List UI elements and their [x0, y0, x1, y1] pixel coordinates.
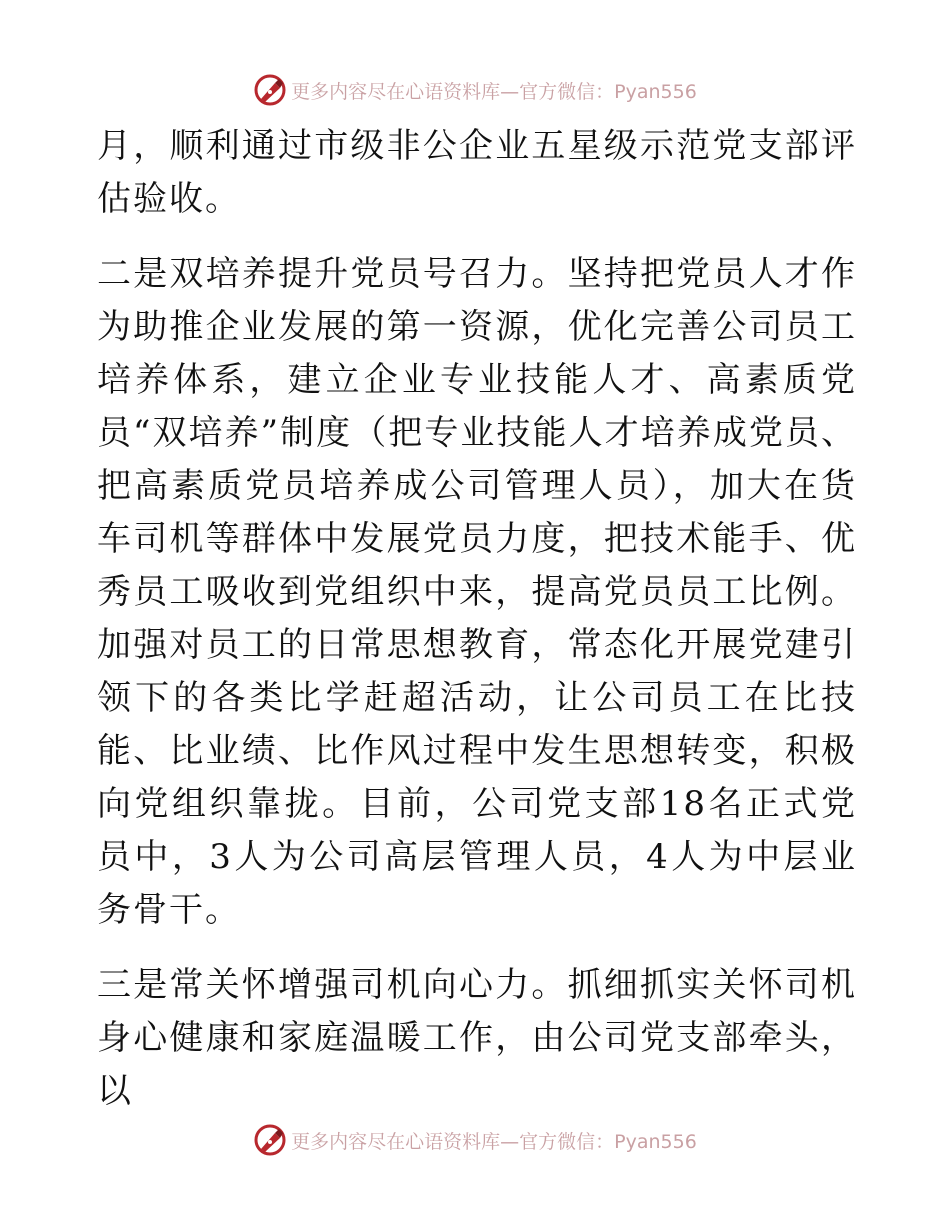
paragraph-3: 三是常关怀增强司机向心力。抓细抓实关怀司机身心健康和家庭温暖工作，由公司党支部牵头，以 — [97, 965, 857, 1111]
document-body — [97, 120, 857, 1118]
pen-nib-logo-icon — [253, 1123, 287, 1157]
paragraph-2: 二是双培养提升党员号召力。坚持把党员人才作为助推企业发展的第一资源，优化完善公司员工培养体系，建立企业专业技能人才、高素质党员“双培养”制度（把专业技能人才培养成党员、把高素质党员培养成公司管理人员），加大在货车司机等群体中发展党员力度，把技术能手、优秀员工吸收到党组织中来，提高党员员工比例。加强对员工的日常思想教育，常态化开展党建引领下的各类比学赶超活动，让公司员工在比技能、比业绩、比作风过程中发生思想转变，积极向党组织靠拢。目前，公司党支部18名正式党员中，3人为公司高层管理人员，4人为中层业务骨干。 — [97, 254, 857, 930]
header-banner — [0, 70, 950, 110]
paragraph-1: 月，顺利通过市级非公企业五星级示范党支部评估验收。 — [97, 126, 857, 219]
footer-banner-text: 更多内容尽在心语资料库—官方微信：Pyan556 — [291, 1130, 697, 1153]
header-banner-text: 更多内容尽在心语资料库—官方微信：Pyan556 — [291, 80, 697, 103]
pen-nib-logo-icon — [253, 73, 287, 107]
footer-banner — [0, 1120, 950, 1160]
